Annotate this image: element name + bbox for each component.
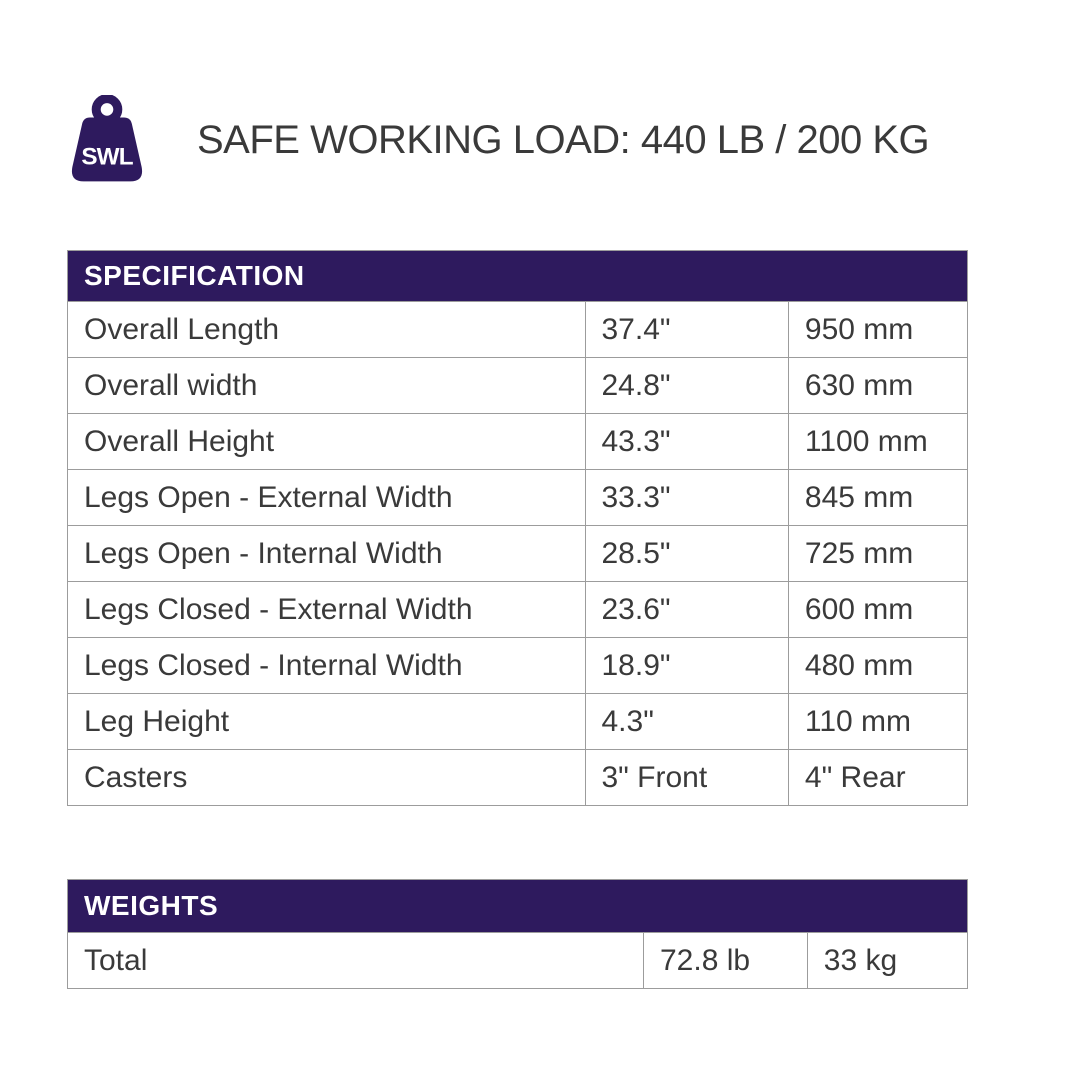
- table-cell: Legs Closed - Internal Width: [68, 638, 586, 694]
- table-cell: 4.3": [585, 694, 788, 750]
- weights-table-body: [68, 933, 968, 989]
- table-cell: 845 mm: [788, 470, 967, 526]
- table-cell: 4" Rear: [788, 750, 967, 806]
- table-cell: 480 mm: [788, 638, 967, 694]
- table-cell: Legs Closed - External Width: [68, 582, 586, 638]
- table-row: [68, 582, 968, 638]
- table-row: [68, 750, 968, 806]
- table-cell: 600 mm: [788, 582, 967, 638]
- table-cell: 33 kg: [807, 933, 967, 989]
- table-cell: Overall Length: [68, 302, 586, 358]
- table-cell: 725 mm: [788, 526, 967, 582]
- table-row: [68, 414, 968, 470]
- table-cell: 1100 mm: [788, 414, 967, 470]
- table-cell: 23.6": [585, 582, 788, 638]
- safe-working-load-text: SAFE WORKING LOAD: 440 LB / 200 KG: [197, 117, 930, 162]
- table-row: [68, 358, 968, 414]
- table-cell: 72.8 lb: [644, 933, 808, 989]
- specification-table-body: [68, 302, 968, 806]
- table-cell: Overall width: [68, 358, 586, 414]
- table-row: [68, 470, 968, 526]
- table-row: [68, 302, 968, 358]
- table-cell: Leg Height: [68, 694, 586, 750]
- specification-header-row: [68, 251, 968, 302]
- table-cell: 950 mm: [788, 302, 967, 358]
- table-cell: 110 mm: [788, 694, 967, 750]
- weight-swl-icon: [62, 95, 152, 185]
- weights-table-title: WEIGHTS: [68, 880, 968, 933]
- table-cell: 37.4": [585, 302, 788, 358]
- weights-header-row: [68, 880, 968, 933]
- table-cell: Total: [68, 933, 644, 989]
- table-row: [68, 638, 968, 694]
- table-row: [68, 526, 968, 582]
- table-cell: 3" Front: [585, 750, 788, 806]
- table-cell: 24.8": [585, 358, 788, 414]
- specification-table-title: SPECIFICATION: [68, 251, 968, 302]
- table-cell: 18.9": [585, 638, 788, 694]
- table-cell: Casters: [68, 750, 586, 806]
- safe-working-load-header: [62, 95, 929, 185]
- table-row: [68, 694, 968, 750]
- table-cell: Overall Height: [68, 414, 586, 470]
- table-cell: Legs Open - Internal Width: [68, 526, 586, 582]
- weights-table: [67, 879, 968, 989]
- table-cell: 630 mm: [788, 358, 967, 414]
- specification-table: [67, 250, 968, 806]
- table-cell: 28.5": [585, 526, 788, 582]
- svg-text:SWL: SWL: [81, 143, 133, 171]
- table-cell: 33.3": [585, 470, 788, 526]
- table-cell: 43.3": [585, 414, 788, 470]
- table-cell: Legs Open - External Width: [68, 470, 586, 526]
- table-row: [68, 933, 968, 989]
